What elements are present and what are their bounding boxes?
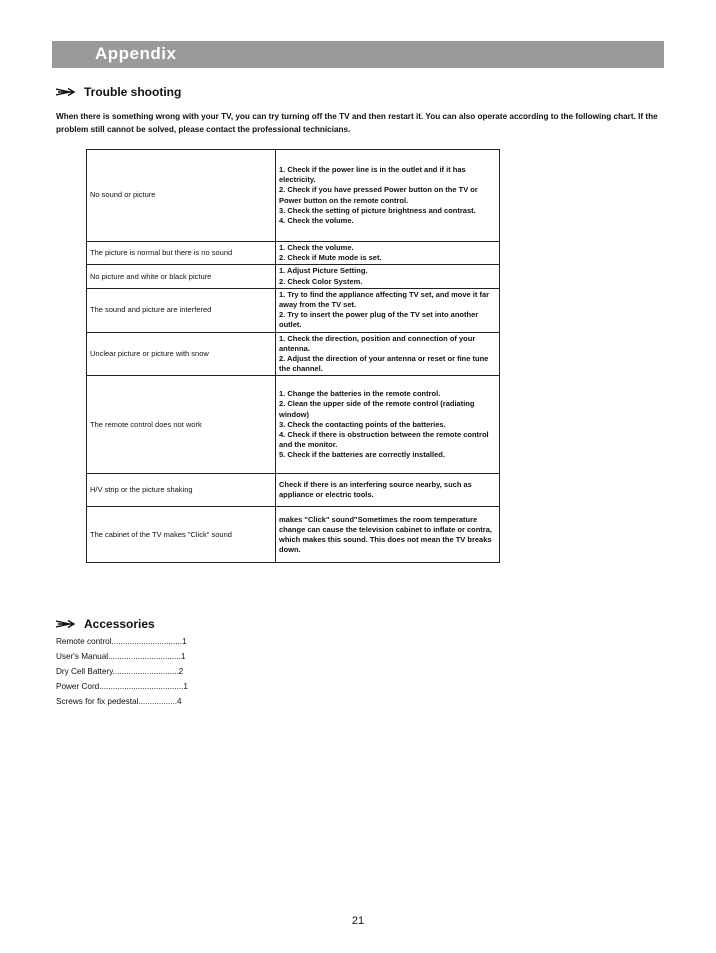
accessories-heading: Accessories [84, 617, 155, 631]
accessory-item: Screws for fix pedestal.................4 [56, 697, 182, 706]
solution-cell [276, 150, 500, 242]
troubleshooting-table [86, 149, 500, 563]
table-row [87, 507, 500, 563]
accessory-item: Remote control...............................1 [56, 637, 187, 646]
solution-line: 1. Try to find the appliance affecting TV set, and move it far away from the TV set. [279, 289, 490, 310]
accessory-item: User's Manual................................1 [56, 652, 186, 661]
solution-line: 2. Adjust the direction of your antenna or reset or fine tune the channel. [279, 354, 489, 374]
solution-line: 2. Clean the upper side of the remote control (radiating window) [279, 399, 475, 419]
problem-cell: The picture is normal but there is no sound [87, 242, 276, 265]
problem-cell: H/V strip or the picture shaking [87, 474, 276, 507]
problem-cell: The sound and picture are interfered [87, 288, 276, 332]
solution-cell [276, 507, 500, 563]
solution-line: 3. Check the setting of picture brightness and contrast. [279, 205, 476, 215]
table-row [87, 376, 500, 474]
solution-cell [276, 376, 500, 474]
table-row [87, 288, 500, 332]
table-row [87, 242, 500, 265]
problem-cell: No picture and white or black picture [87, 265, 276, 288]
accessory-item: Dry Cell Battery.............................2 [56, 667, 184, 676]
solution-cell [276, 332, 500, 376]
table-row [87, 265, 500, 288]
solution-cell [276, 474, 500, 507]
accessories-list [56, 634, 188, 709]
page-number: 21 [351, 915, 365, 927]
table-row [87, 150, 500, 242]
troubleshooting-heading: Trouble shooting [84, 85, 182, 99]
table-row [87, 332, 500, 376]
table-row [87, 474, 500, 507]
solution-cell [276, 242, 500, 265]
solution-line: Check if there is an interfering source nearby, such as appliance or electric tools. [279, 480, 472, 500]
solution-line: 4. Check if there is obstruction between the remote control and the monitor. [279, 430, 489, 450]
appendix-banner [52, 41, 664, 68]
problem-cell: The remote control does not work [87, 376, 276, 474]
solution-cell [276, 265, 500, 288]
solution-line: 4. Check the volume. [279, 215, 354, 225]
solution-line: 1. Check if the power line is in the outlet and if it has electricity. [279, 164, 466, 185]
solution-line: 2. Check if you have pressed Power button on the TV or Power button on the remote control. [279, 185, 478, 205]
arrow-bullet-icon [56, 87, 76, 97]
problem-cell: Unclear picture or picture with snow [87, 332, 276, 376]
solution-line: 2. Check Color System. [279, 276, 363, 286]
accessories-heading-row [56, 617, 155, 631]
solution-line: 1. Change the batteries in the remote control. [279, 389, 441, 399]
solution-line: 3. Check the contacting points of the batteries. [279, 419, 446, 429]
solution-line: 1. Check the volume. [279, 243, 354, 252]
solution-line: 2. Try to insert the power plug of the TV set into another outlet. [279, 310, 479, 330]
solution-line: 1. Check the direction, position and connection of your antenna. [279, 333, 476, 353]
page-title: Appendix [95, 44, 177, 63]
accessory-item: Power Cord.....................................1 [56, 682, 188, 691]
solution-line: 1. Adjust Picture Setting. [279, 266, 368, 276]
troubleshooting-intro: When there is something wrong with your TV, you can try turning off the TV and then restart it. You can also operate according to the following chart. If the problem still cannot be solved, please contact the professional technicians. [56, 112, 658, 134]
solution-line: makes "Click" sound"Sometimes the room temperature change can cause the television cabinet to inflate or contra, which makes this sound. This does not mean the TV breaks down. [279, 514, 492, 555]
problem-cell: No sound or picture [87, 150, 276, 242]
problem-cell: The cabinet of the TV makes "Click" sound [87, 507, 276, 563]
solution-line: 2. Check if Mute mode is set. [279, 253, 382, 263]
solution-line: 5. Check if the batteries are correctly installed. [279, 450, 445, 460]
solution-cell [276, 288, 500, 332]
arrow-bullet-icon [56, 619, 76, 629]
troubleshooting-heading-row [56, 85, 181, 99]
